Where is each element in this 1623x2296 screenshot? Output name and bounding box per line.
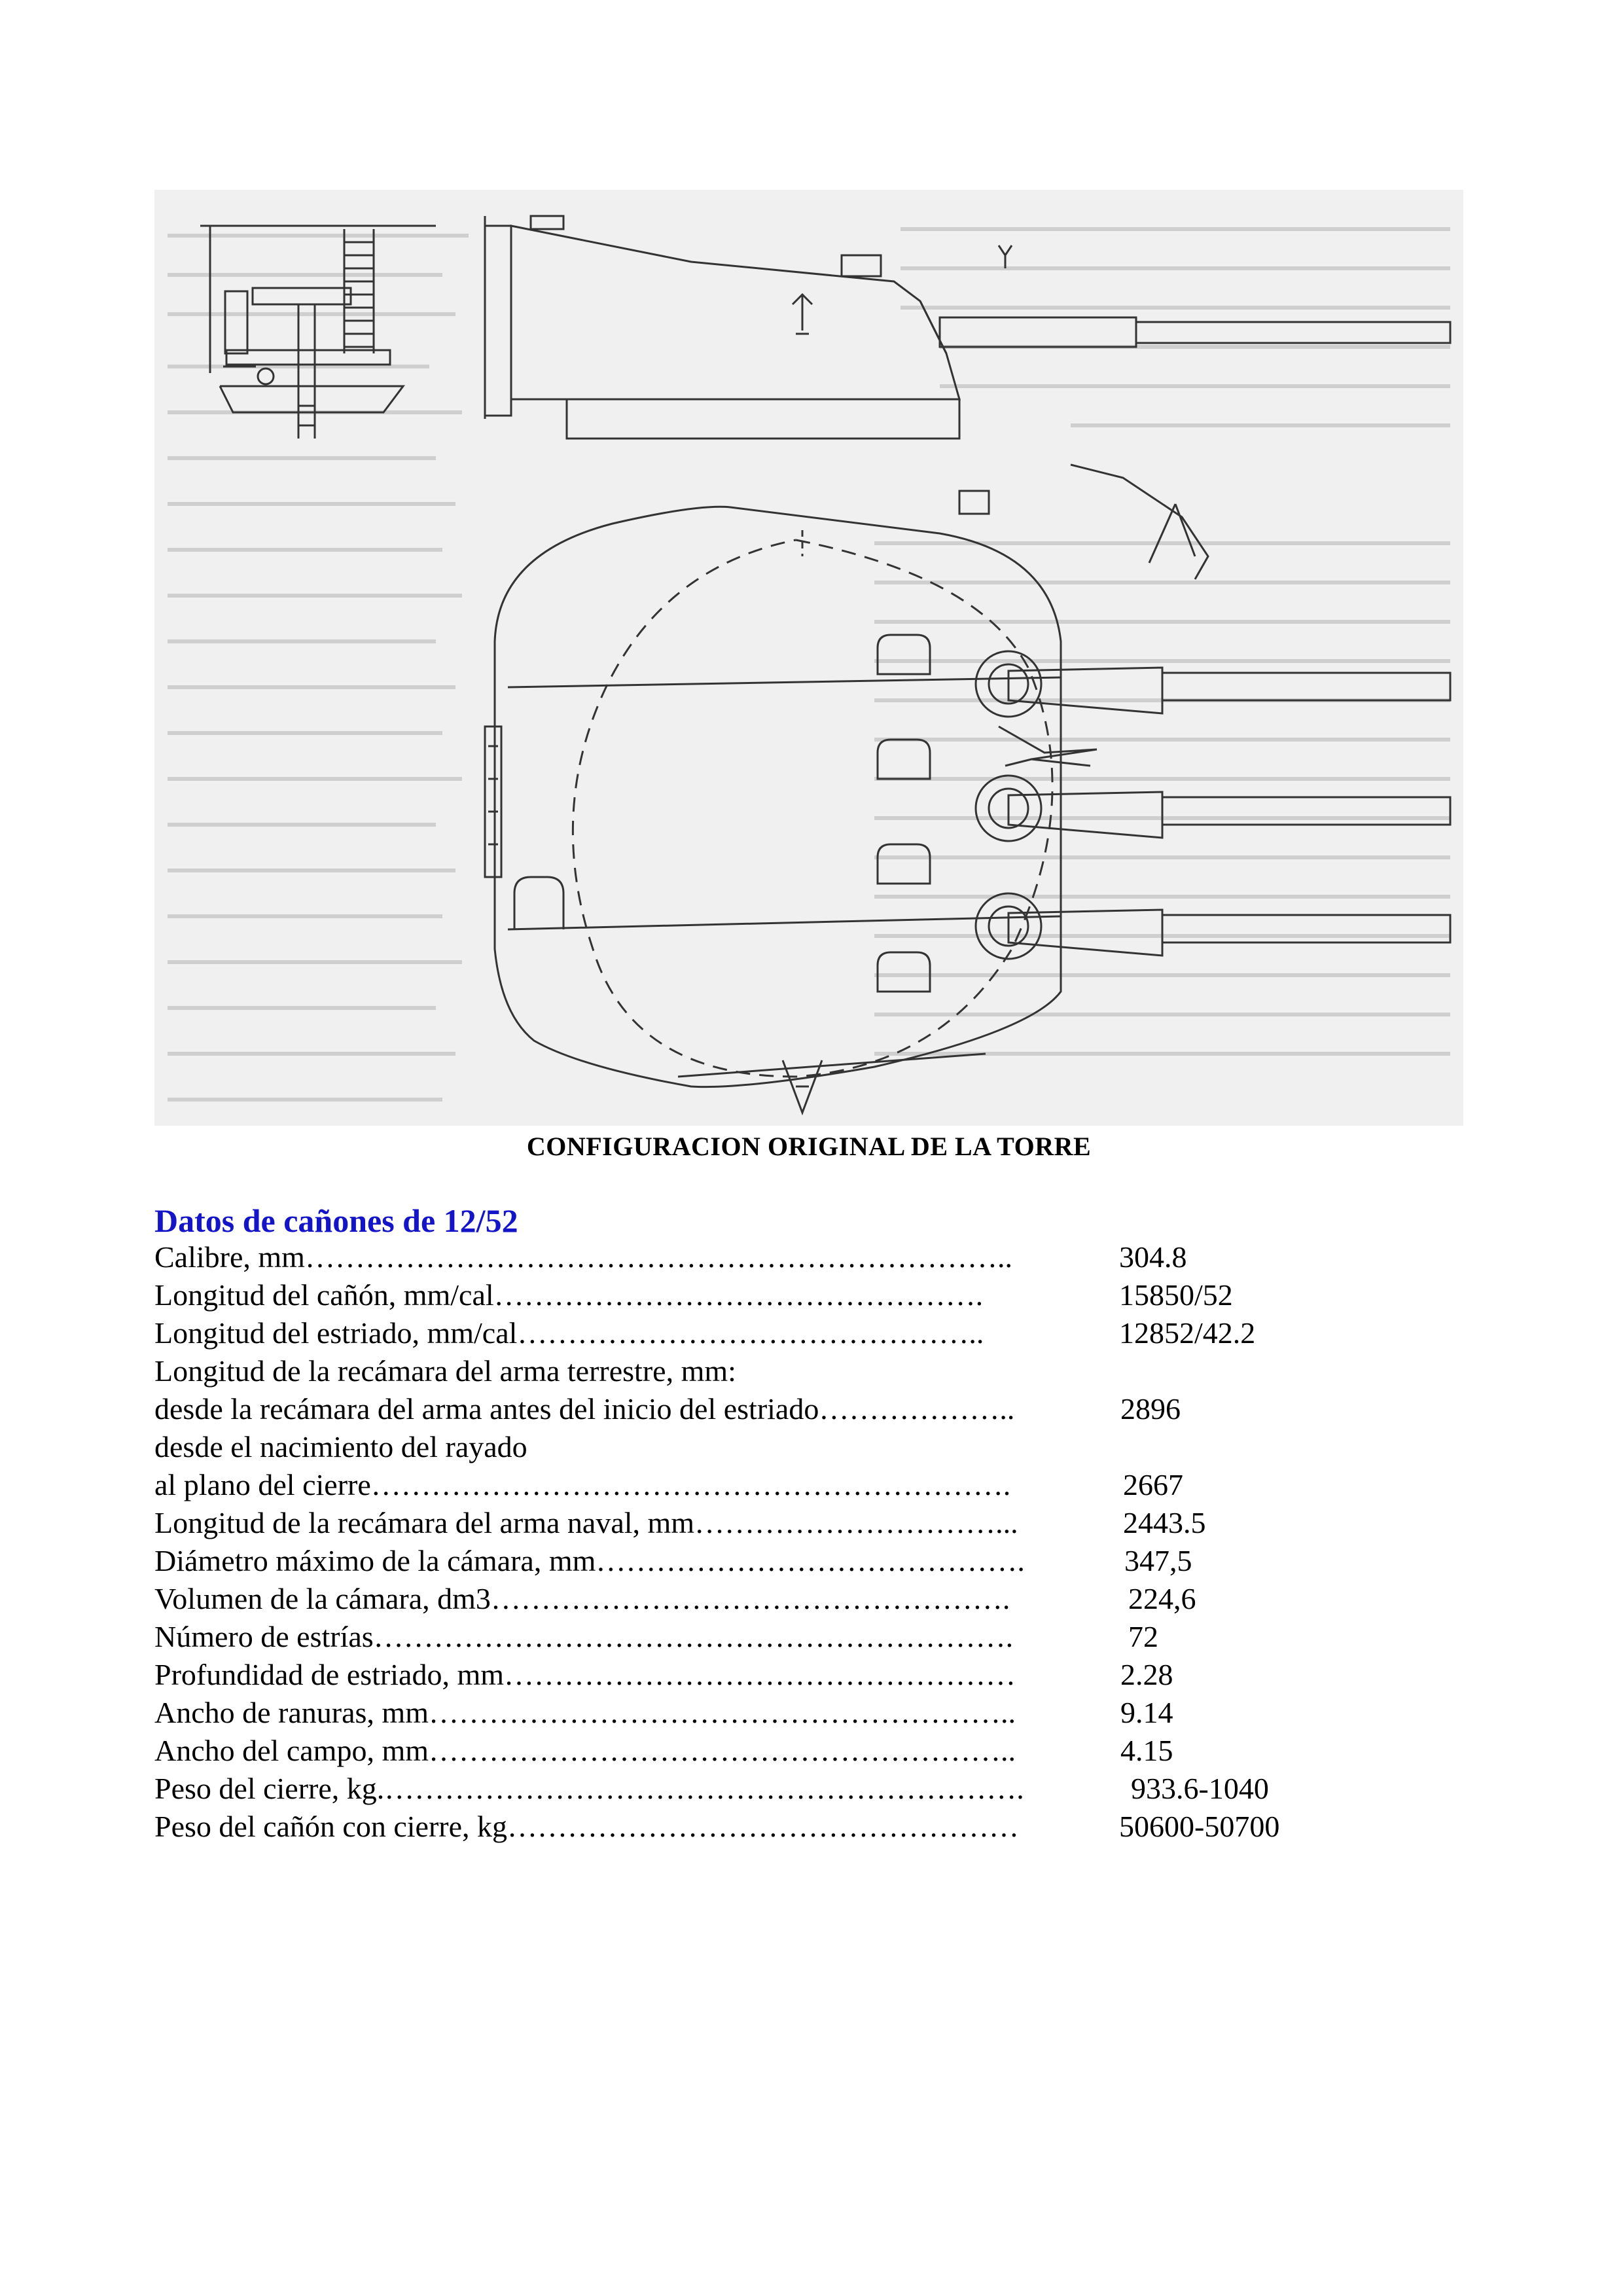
data-row-peso-cierre bbox=[154, 1770, 1503, 1808]
data-label: desde el nacimiento del rayado bbox=[154, 1430, 527, 1463]
data-row-desde-recamara bbox=[154, 1390, 1503, 1428]
data-label: Peso del cierre, kg.………………………………………………………. bbox=[154, 1772, 1024, 1805]
data-label: Peso del cañón con cierre, kg…………………………………………… bbox=[154, 1810, 1020, 1843]
data-label: Longitud de la recámara del arma naval, mm…………………………... bbox=[154, 1506, 1018, 1539]
gun-barrel-lower bbox=[1162, 915, 1450, 942]
data-value: 50600-50700 bbox=[1119, 1810, 1280, 1843]
rear-fitting bbox=[1071, 465, 1208, 579]
data-row-recamara-terrestre bbox=[154, 1352, 1503, 1390]
data-row-profundidad-estriado bbox=[154, 1656, 1503, 1694]
gun-barrel-middle bbox=[1162, 797, 1450, 825]
data-row-ancho-ranuras bbox=[154, 1694, 1503, 1732]
data-label: Profundidad de estriado, mm…………………………………………… bbox=[154, 1658, 1016, 1691]
data-value: 933.6-1040 bbox=[1131, 1772, 1269, 1805]
data-label: al plano del cierre………………………………………………………. bbox=[154, 1468, 1011, 1501]
data-value: 12852/42.2 bbox=[1119, 1316, 1256, 1350]
data-row-plano-cierre bbox=[154, 1466, 1503, 1504]
gun-barrel-upper bbox=[1162, 673, 1450, 700]
data-label: Ancho del campo, mm………………………………………………….. bbox=[154, 1734, 1016, 1767]
data-label: Longitud de la recámara del arma terrestre, mm: bbox=[154, 1354, 736, 1388]
data-label: Longitud del cañón, mm/cal…………………………………………. bbox=[154, 1278, 984, 1312]
data-row-longitud-canon bbox=[154, 1276, 1503, 1314]
data-value: 304.8 bbox=[1119, 1240, 1187, 1274]
data-value: 2.28 bbox=[1120, 1658, 1173, 1691]
data-label: Número de estrías………………………………………………………. bbox=[154, 1620, 1014, 1653]
data-value: 15850/52 bbox=[1119, 1278, 1233, 1312]
data-row-longitud-estriado bbox=[154, 1314, 1503, 1352]
data-value: 4.15 bbox=[1120, 1734, 1173, 1767]
data-label: Volumen de la cámara, dm3……………………………………………. bbox=[154, 1582, 1010, 1615]
turret-side-elevation bbox=[485, 216, 1450, 439]
data-row-desde-rayado bbox=[154, 1428, 1503, 1466]
data-label: Ancho de ranuras, mm………………………………………………….. bbox=[154, 1696, 1016, 1729]
data-value: 2896 bbox=[1120, 1392, 1181, 1426]
data-label: desde la recámara del arma antes del inicio del estriado……………….. bbox=[154, 1392, 1015, 1426]
data-row-diametro-camara bbox=[154, 1542, 1503, 1580]
data-value: 9.14 bbox=[1120, 1696, 1173, 1729]
figure-caption: CONFIGURACION ORIGINAL DE LA TORRE bbox=[526, 1132, 1092, 1161]
data-value: 2443.5 bbox=[1123, 1506, 1206, 1539]
data-row-volumen-camara bbox=[154, 1580, 1503, 1618]
data-row-peso-canon bbox=[154, 1808, 1503, 1846]
data-value: 72 bbox=[1128, 1620, 1158, 1653]
hatch-symbol bbox=[959, 491, 989, 514]
data-row-numero-estrias bbox=[154, 1618, 1503, 1656]
gun-data-list bbox=[154, 1238, 1503, 1846]
data-row-recamara-naval bbox=[154, 1504, 1503, 1542]
background-ghost-text bbox=[168, 229, 1450, 1100]
turret-drawing bbox=[154, 190, 1463, 1126]
data-row-calibre bbox=[154, 1238, 1503, 1276]
data-label: Longitud del estriado, mm/cal……………………………………….. bbox=[154, 1316, 984, 1350]
data-row-ancho-campo bbox=[154, 1732, 1503, 1770]
section-heading: Datos de cañones de 12/52 bbox=[154, 1202, 518, 1239]
data-value: 347,5 bbox=[1124, 1544, 1192, 1577]
turret-plan-view bbox=[485, 507, 1162, 1113]
data-value: 2667 bbox=[1123, 1468, 1183, 1501]
data-value: 224,6 bbox=[1128, 1582, 1196, 1615]
data-label: Diámetro máximo de la cámara, mm……………………………………. bbox=[154, 1544, 1025, 1577]
side-section-ladder bbox=[200, 226, 436, 439]
turret-drawing-figure bbox=[154, 190, 1463, 1126]
data-label: Calibre, mm…………………………………………………………….. bbox=[154, 1240, 1012, 1274]
